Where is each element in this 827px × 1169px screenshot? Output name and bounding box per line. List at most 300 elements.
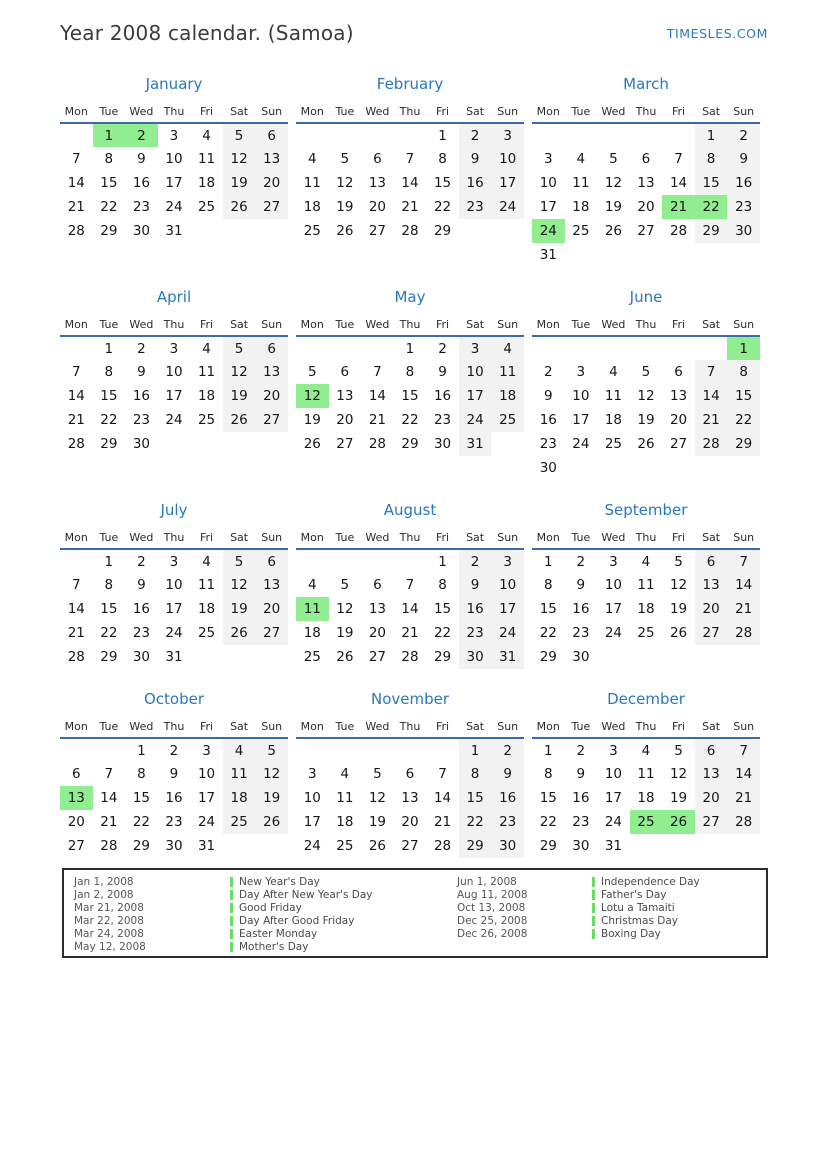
empty-cell [597,336,630,360]
empty-cell [597,645,630,669]
day-cell: 7 [71,151,81,167]
day-cell: 27 [695,810,728,834]
day-cell: 1 [137,742,146,759]
weekday-label: Tue [93,715,126,738]
week-row [60,123,288,147]
month-grid [296,526,524,669]
day-cell: 26 [223,408,256,432]
empty-cell [93,738,126,762]
weekday-label: Sat [459,313,492,336]
legend-holiday-name: Day After New Year's Day [239,888,373,901]
day-cell: 25 [303,649,321,665]
day-cell: 4 [491,336,524,360]
weekday-label: Fri [190,526,223,549]
day-cell: 3 [543,151,553,167]
day-cell: 27 [368,223,386,239]
day-cell: 30 [459,645,492,669]
week-row [532,147,760,171]
day-cell: 9 [543,388,553,404]
empty-cell [630,243,663,267]
day-cell: 16 [132,601,150,617]
day-cell: 18 [572,199,590,215]
day-cell: 6 [695,549,728,573]
empty-cell [394,123,427,147]
legend-date: Jun 1, 2008 [457,875,517,888]
legend-holiday-name: Day After Good Friday [239,914,355,927]
legend-holiday-name-wrap [592,915,678,927]
day-cell: 7 [405,151,415,167]
day-cell: 3 [169,127,179,144]
empty-cell [662,243,695,267]
month-grid [532,313,760,480]
month-title: February [376,75,444,93]
day-cell: 28 [368,436,386,452]
day-cell: 22 [433,199,452,215]
day-cell: 20 [368,199,386,215]
day-cell: 15 [459,786,492,810]
day-cell: 5 [340,577,350,593]
day-cell: 6 [641,151,651,167]
day-cell: 5 [609,151,618,167]
day-cell: 22 [459,810,492,834]
day-cell: 6 [695,738,728,762]
weekday-label: Wed [597,715,630,738]
day-cell: 27 [255,195,288,219]
weekday-label: Mon [296,526,329,549]
week-row [532,738,760,762]
day-cell: 9 [137,151,146,167]
weekday-label: Thu [394,100,427,123]
day-cell: 24 [532,219,565,243]
day-cell: 16 [572,790,590,806]
day-cell: 28 [401,649,419,665]
day-cell: 2 [727,123,760,147]
day-cell: 23 [491,810,524,834]
week-row [296,834,524,858]
empty-cell [223,219,256,243]
day-cell: 23 [132,412,150,428]
day-cell: 20 [336,412,354,428]
day-cell: 24 [572,436,590,452]
day-cell: 28 [100,838,118,854]
day-cell: 17 [165,388,183,404]
day-cell: 11 [296,597,329,621]
weekday-label: Wed [361,715,394,738]
weekday-label: Sat [223,100,256,123]
day-cell: 4 [576,151,586,167]
day-cell: 19 [336,199,354,215]
legend-item [74,927,457,940]
week-row [532,432,760,456]
day-cell: 29 [132,838,150,854]
day-cell: 26 [223,621,256,645]
legend-date: Mar 21, 2008 [74,901,144,914]
empty-cell [695,834,728,858]
day-cell: 13 [336,388,354,404]
day-cell: 14 [67,388,85,404]
month-title: April [156,288,192,306]
weekday-header-row [532,526,760,549]
day-cell: 2 [491,738,524,762]
weekday-label: Thu [394,526,427,549]
empty-cell [597,456,630,480]
day-cell: 20 [67,814,85,830]
week-row [296,219,524,243]
day-cell: 4 [641,553,651,570]
day-cell: 10 [491,573,524,597]
day-cell: 14 [727,762,760,786]
week-row [532,645,760,669]
day-cell: 18 [197,388,216,404]
holiday-marker-icon [230,929,233,939]
day-cell: 21 [67,625,85,641]
month-grid [296,313,524,456]
day-cell: 2 [459,123,492,147]
day-cell: 16 [539,412,557,428]
day-cell: 24 [604,814,622,830]
day-cell: 10 [539,175,557,191]
day-cell: 10 [165,151,183,167]
day-cell: 28 [727,621,760,645]
weekday-label: Mon [296,715,329,738]
week-row [296,621,524,645]
day-cell: 13 [255,147,288,171]
day-cell: 25 [197,625,216,641]
day-cell: 16 [132,175,150,191]
empty-cell [329,549,362,573]
day-cell: 26 [368,838,386,854]
week-row [532,834,760,858]
empty-cell [255,432,288,456]
empty-cell [190,219,223,243]
weekday-header-row [532,715,760,738]
day-cell: 29 [433,649,452,665]
week-row [532,360,760,384]
day-cell: 10 [165,577,183,593]
day-cell: 8 [104,364,114,380]
day-cell: 1 [459,738,492,762]
week-row [60,621,288,645]
day-cell: 7 [695,360,728,384]
day-cell: 31 [604,838,622,854]
legend-date: Dec 26, 2008 [457,927,528,940]
month-grid [60,715,288,858]
day-cell: 8 [104,577,114,593]
day-cell: 15 [100,601,118,617]
day-cell: 21 [368,412,386,428]
weekday-label: Tue [565,100,598,123]
legend-holiday-name-wrap [592,876,700,888]
legend-holiday-name-wrap [592,889,667,901]
day-cell: 20 [637,199,655,215]
day-cell: 9 [459,573,492,597]
day-cell: 10 [197,766,216,782]
day-cell: 14 [67,601,85,617]
week-row [60,810,288,834]
day-cell: 29 [539,838,557,854]
legend-item [457,901,766,914]
legend-holiday-name-wrap [230,902,302,914]
day-cell: 29 [401,436,419,452]
day-cell: 10 [604,577,622,593]
day-cell: 29 [539,649,557,665]
month-grid [532,715,760,858]
day-cell: 29 [727,432,760,456]
weekday-label: Wed [597,100,630,123]
day-cell: 16 [459,171,492,195]
empty-cell [597,123,630,147]
day-cell: 18 [303,199,321,215]
weekday-label: Sun [491,100,524,123]
month-june [532,287,760,480]
day-cell: 30 [132,223,150,239]
month-title: September [604,501,688,519]
week-row [296,360,524,384]
day-cell: 18 [197,601,216,617]
day-cell: 7 [674,151,683,167]
week-row [60,432,288,456]
day-cell: 11 [637,577,655,593]
week-row [296,432,524,456]
day-cell: 29 [433,223,452,239]
week-row [532,336,760,360]
day-cell: 1 [104,340,114,357]
empty-cell [630,456,663,480]
day-cell: 20 [695,786,728,810]
weekday-label: Mon [60,313,93,336]
day-cell: 4 [202,340,211,357]
weekday-label: Mon [296,313,329,336]
empty-cell [190,432,223,456]
day-cell: 22 [539,625,557,641]
day-cell: 10 [459,360,492,384]
legend-date: Aug 11, 2008 [457,888,528,901]
day-cell: 11 [197,151,216,167]
day-cell: 17 [539,199,557,215]
legend-item [457,888,766,901]
empty-cell [190,645,223,669]
day-cell: 20 [255,384,288,408]
weekday-label: Thu [630,313,663,336]
day-cell: 27 [695,621,728,645]
week-row [532,810,760,834]
weekday-label: Thu [630,715,663,738]
weekday-label: Thu [394,313,427,336]
day-cell: 21 [727,597,760,621]
day-cell: 25 [637,625,655,641]
day-cell: 8 [543,766,553,782]
legend-holiday-name: Mother's Day [239,940,309,953]
day-cell: 4 [202,553,211,570]
legend-item [74,901,457,914]
day-cell: 18 [604,412,622,428]
day-cell: 13 [368,601,386,617]
week-row [296,597,524,621]
week-row [296,645,524,669]
weekday-label: Sat [223,715,256,738]
week-row [532,243,760,267]
weekday-label: Tue [565,715,598,738]
legend-holiday-name: New Year's Day [239,875,320,888]
day-cell: 24 [303,838,321,854]
day-cell: 23 [539,436,557,452]
day-cell: 17 [572,412,590,428]
day-cell: 27 [255,621,288,645]
legend-column-right [457,875,766,953]
day-cell: 18 [336,814,354,830]
empty-cell [565,456,598,480]
week-row [296,171,524,195]
day-cell: 27 [637,223,655,239]
day-cell: 27 [67,838,85,854]
week-row [532,549,760,573]
day-cell: 1 [543,742,553,759]
day-cell: 15 [433,601,452,617]
day-cell: 7 [104,766,114,782]
day-cell: 26 [662,810,695,834]
day-cell: 8 [727,360,760,384]
empty-cell [662,645,695,669]
day-cell: 16 [459,597,492,621]
month-title: November [370,690,450,708]
day-cell: 3 [202,742,211,759]
site-link[interactable]: TIMESLES.COM [666,26,768,41]
empty-cell [695,645,728,669]
weekday-label: Thu [158,313,191,336]
week-row [296,384,524,408]
weekday-label: Fri [426,313,459,336]
month-title: October [143,690,205,708]
empty-cell [597,243,630,267]
week-row [60,360,288,384]
month-title: May [394,288,426,306]
day-cell: 16 [165,790,183,806]
day-cell: 23 [459,195,492,219]
week-row [296,810,524,834]
day-cell: 23 [165,814,183,830]
day-cell: 30 [165,838,183,854]
empty-cell [662,834,695,858]
day-cell: 30 [491,834,524,858]
day-cell: 1 [543,553,553,570]
day-cell: 6 [255,123,288,147]
day-cell: 5 [674,742,683,759]
day-cell: 17 [604,601,622,617]
day-cell: 1 [93,123,126,147]
day-cell: 24 [604,625,622,641]
day-cell: 8 [104,151,114,167]
empty-cell [459,219,492,243]
week-row [60,786,288,810]
day-cell: 1 [727,336,760,360]
week-row [60,171,288,195]
day-cell: 29 [695,219,728,243]
holiday-marker-icon [592,916,595,926]
day-cell: 6 [373,577,382,593]
day-cell: 24 [165,625,183,641]
week-row [296,573,524,597]
empty-cell [662,336,695,360]
empty-cell [329,123,362,147]
empty-cell [727,456,760,480]
day-cell: 3 [459,336,492,360]
weekday-label: Sat [695,313,728,336]
day-cell: 14 [67,175,85,191]
empty-cell [394,738,427,762]
weekday-label: Sun [491,715,524,738]
day-cell: 8 [405,364,415,380]
empty-cell [60,123,93,147]
empty-cell [532,336,565,360]
day-cell: 7 [727,549,760,573]
day-cell: 22 [401,412,419,428]
empty-cell [60,738,93,762]
week-row [532,123,760,147]
day-cell: 20 [669,412,688,428]
day-cell: 11 [637,766,655,782]
week-row [60,408,288,432]
week-row [60,597,288,621]
empty-cell [255,645,288,669]
day-cell: 14 [727,573,760,597]
empty-cell [565,243,598,267]
day-cell: 19 [223,171,256,195]
day-cell: 31 [197,838,216,854]
day-cell: 9 [727,147,760,171]
day-cell: 4 [609,364,618,380]
day-cell: 8 [438,151,447,167]
week-row [296,195,524,219]
weekday-label: Fri [190,715,223,738]
day-cell: 22 [433,625,452,641]
weekday-label: Mon [532,313,565,336]
weekday-label: Sun [491,313,524,336]
weekday-label: Sun [727,526,760,549]
empty-cell [255,834,288,858]
weekday-label: Thu [630,526,663,549]
week-row [60,384,288,408]
month-grid [296,715,524,858]
day-cell: 23 [459,621,492,645]
day-cell: 6 [71,766,81,782]
day-cell: 31 [491,645,524,669]
day-cell: 11 [604,388,622,404]
day-cell: 24 [197,814,216,830]
weekday-label: Fri [426,526,459,549]
day-cell: 28 [433,838,452,854]
day-cell: 23 [433,412,452,428]
empty-cell [630,645,663,669]
day-cell: 12 [336,175,354,191]
legend-holiday-name-wrap [230,928,317,940]
day-cell: 26 [223,195,256,219]
day-cell: 17 [459,384,492,408]
day-cell: 4 [202,127,211,144]
day-cell: 22 [539,814,557,830]
month-grid [60,313,288,456]
weekday-label: Wed [361,313,394,336]
empty-cell [727,834,760,858]
month-march [532,74,760,267]
month-title: August [383,501,437,519]
week-row [296,549,524,573]
day-cell: 12 [669,766,688,782]
day-cell: 13 [255,360,288,384]
day-cell: 19 [255,786,288,810]
legend-holiday-name: Boxing Day [601,927,661,940]
empty-cell [695,336,728,360]
legend-holiday-name: Lotu a Tamaiti [601,901,675,914]
